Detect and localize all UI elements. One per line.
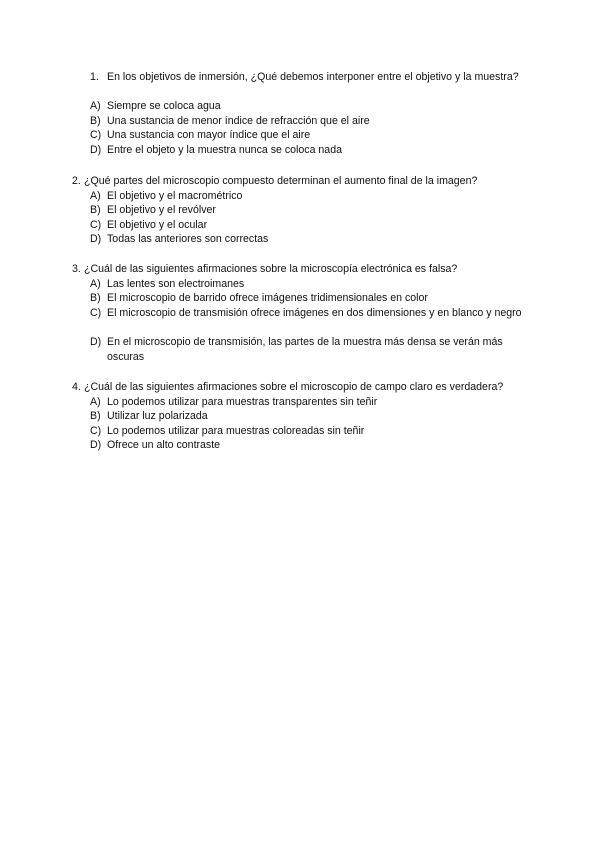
option-c: [0, 424, 600, 439]
option-a: [0, 277, 600, 292]
question-stem: [0, 380, 600, 395]
option-b: [0, 114, 600, 129]
option-letter: C): [90, 306, 102, 319]
option-letter: B): [90, 410, 101, 423]
question-text: ¿Cuál de las siguientes afirmaciones sobre el microscopio de campo claro es verdadera?: [84, 381, 504, 393]
option-d: [0, 438, 600, 453]
option-text: El objetivo y el revólver: [107, 204, 216, 217]
question-number: 4.: [72, 381, 81, 393]
question-4: [0, 380, 600, 453]
option-b: [0, 291, 600, 306]
question-stem: [0, 70, 600, 99]
option-d: [0, 335, 600, 364]
option-c: [0, 306, 600, 335]
option-letter: A): [90, 277, 101, 290]
option-text: En el microscopio de transmisión, las partes de la muestra más densa se verán más oscuras: [107, 335, 503, 363]
option-letter: A): [90, 189, 101, 202]
option-text: Utilizar luz polarizada: [107, 410, 208, 423]
option-c: [0, 128, 600, 143]
question-number: 2.: [72, 175, 81, 187]
option-d: [0, 143, 600, 158]
option-letter: D): [90, 439, 102, 452]
option-text: El objetivo y el ocular: [107, 218, 208, 231]
option-letter: D): [90, 143, 102, 156]
option-letter: D): [90, 233, 102, 246]
option-a: [0, 189, 600, 204]
question-stem: [0, 262, 600, 277]
question-3: [0, 262, 600, 364]
option-letter: C): [90, 218, 102, 231]
option-letter: C): [90, 424, 102, 437]
option-letter: A): [90, 395, 101, 408]
question-stem: [0, 174, 600, 189]
question-number: 3.: [72, 263, 81, 275]
option-text: El microscopio de barrido ofrece imágenes tridimensionales en color: [107, 292, 428, 305]
option-text: Siempre se coloca agua: [107, 100, 221, 113]
option-b: [0, 409, 600, 424]
option-d: [0, 232, 600, 247]
option-a: [0, 395, 600, 410]
question-number: 1.: [90, 71, 99, 83]
option-letter: D): [90, 335, 102, 348]
option-text: Ofrece un alto contraste: [107, 439, 221, 452]
option-text: El objetivo y el macrométrico: [107, 189, 243, 202]
question-1: [0, 70, 600, 158]
option-a: [0, 99, 600, 114]
question-2: [0, 174, 600, 247]
option-text: El microscopio de transmisión ofrece imágenes en dos dimensiones y en blanco y negro: [107, 306, 522, 319]
option-text: Una sustancia de menor índice de refracción que el aire: [107, 114, 370, 127]
option-letter: B): [90, 114, 101, 127]
question-text: ¿Qué partes del microscopio compuesto determinan el aumento final de la imagen?: [84, 175, 478, 187]
option-letter: B): [90, 204, 101, 217]
option-c: [0, 218, 600, 233]
option-letter: C): [90, 129, 102, 142]
question-text: En los objetivos de inmersión, ¿Qué debemos interponer entre el objetivo y la muestra?: [107, 71, 519, 83]
option-text: Lo podemos utilizar para muestras coloreadas sin teñir: [107, 424, 365, 437]
option-text: Entre el objeto y la muestra nunca se coloca nada: [107, 143, 342, 156]
option-text: Una sustancia con mayor índice que el aire: [107, 129, 311, 142]
question-text: ¿Cuál de las siguientes afirmaciones sobre la microscopía electrónica es falsa?: [84, 263, 458, 275]
option-text: Todas las anteriores son correctas: [107, 233, 269, 246]
option-letter: A): [90, 100, 101, 113]
option-text: Las lentes son electroimanes: [107, 277, 245, 290]
option-text: Lo podemos utilizar para muestras transparentes sin teñir: [107, 395, 378, 408]
option-b: [0, 203, 600, 218]
option-letter: B): [90, 292, 101, 305]
